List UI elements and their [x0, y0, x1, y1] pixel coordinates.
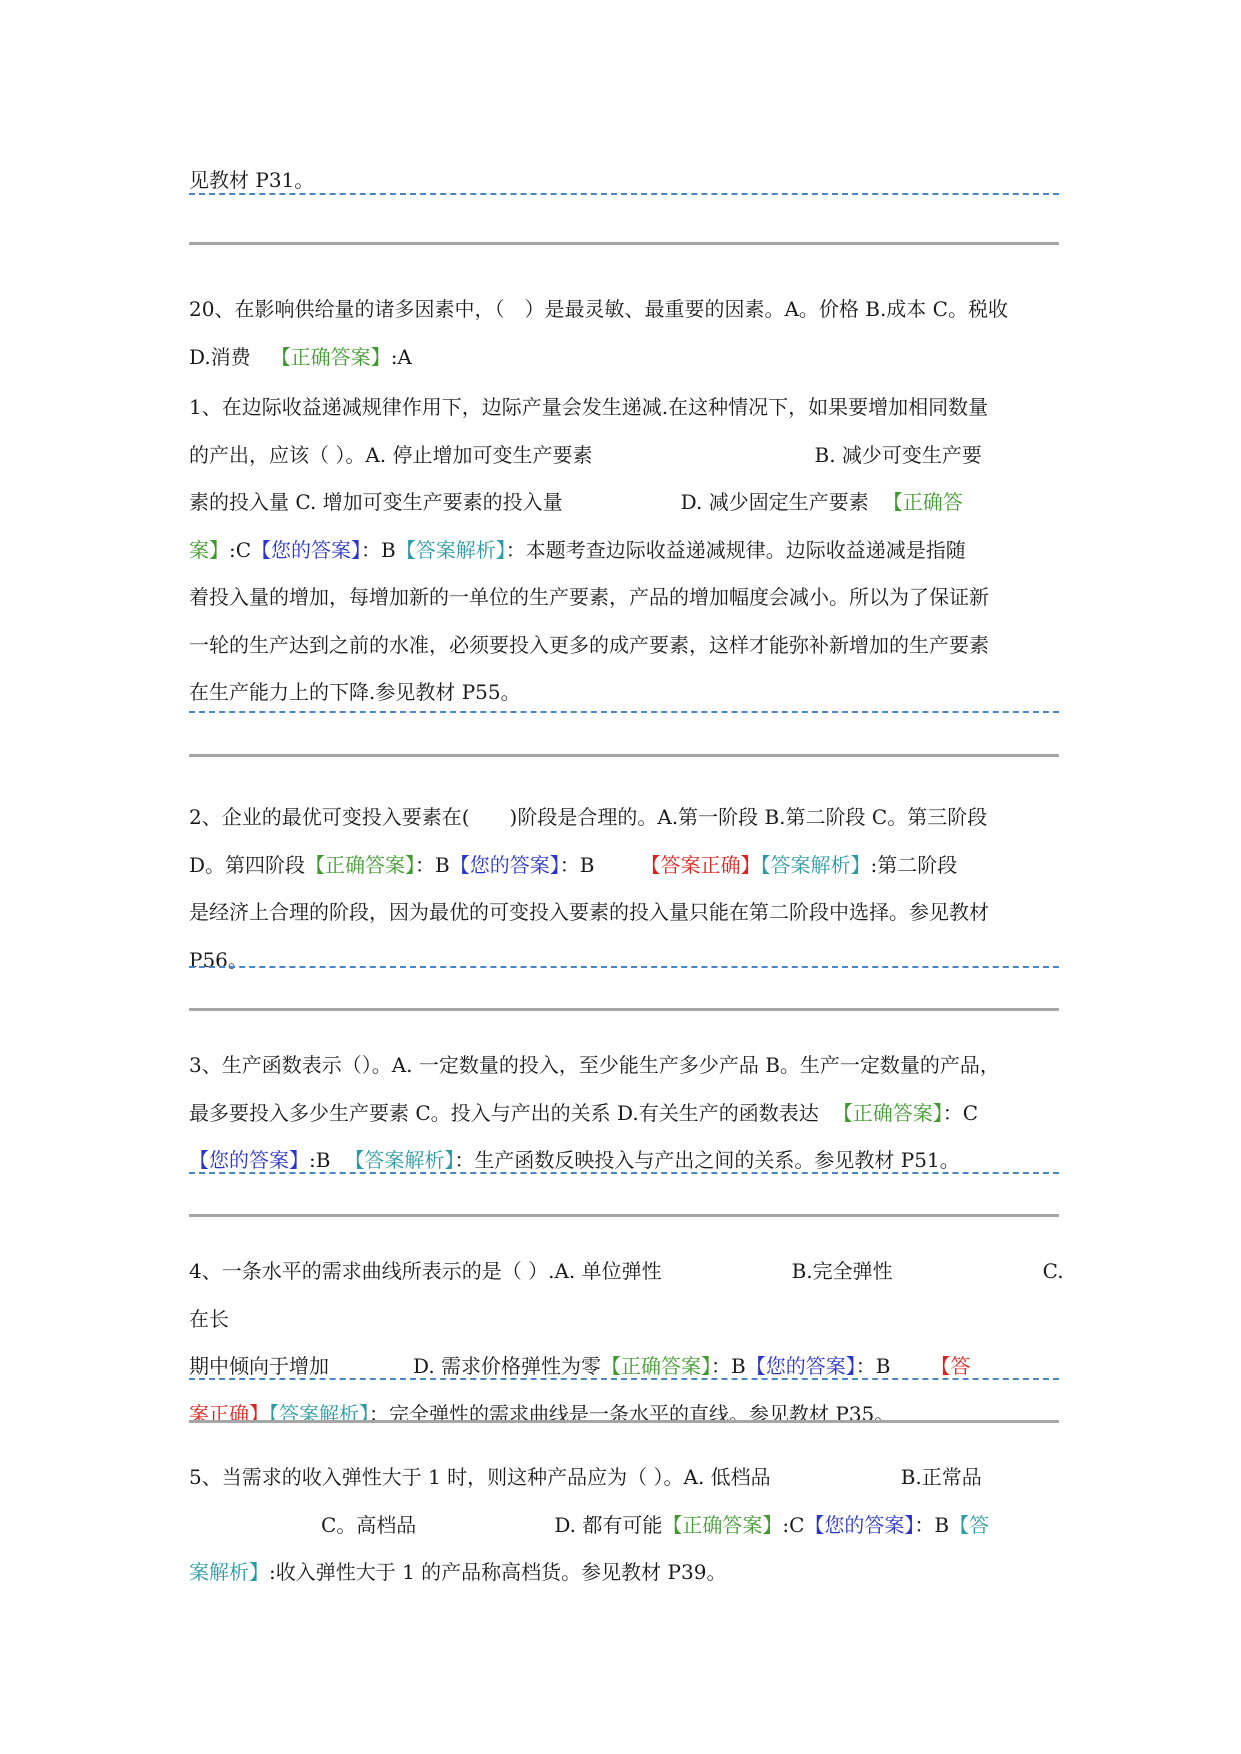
- analysis-label: 【答案解析】: [395, 537, 506, 562]
- correct-answer-label-cont: 案】: [189, 537, 229, 562]
- solid-separator: [189, 1008, 1059, 1011]
- question-stem: 20、在影响供给量的诸多因素中，（ ）是最灵敏、最重要的因素。A。价格 B.成本 C。税收: [189, 297, 1008, 321]
- question-1: [189, 384, 1069, 717]
- option-c: 素的投入量 C. 增加可变生产要素的投入量: [189, 490, 563, 514]
- analysis-text-3: 一轮的生产达到之前的水准，必须要投入更多的成产要素，这样才能弥补新增加的生产要素: [189, 632, 989, 657]
- prev-question-tail: 见教材 P31。: [189, 168, 315, 192]
- answer-correct-label-cont: 案正确】: [189, 1401, 269, 1426]
- option-b: B.正常品: [900, 1465, 982, 1489]
- correct-answer-value: :A: [390, 344, 412, 369]
- question-stem-line2: 最多要投入多少生产要素 C。投入与产出的关系 D.有关生产的函数表达: [189, 1100, 819, 1125]
- question-20: [189, 286, 1069, 381]
- question-stem-line1: 3、生产函数表示（）。A. 一定数量的投入，至少能生产多少产品 B。生产一定数量的产品，: [189, 1053, 1000, 1077]
- analysis-text-2: 是经济上合理的阶段，因为最优的可变投入要素的投入量只能在第二阶段中选择。参见教材: [189, 900, 989, 924]
- your-answer-value: ：B: [559, 852, 595, 877]
- your-answer-label: 【您的答案】: [189, 1148, 309, 1172]
- question-stem-line1: 1、在边际收益递减规律作用下，边际产量会发生递减.在这种情况下，如果要增加相同数量: [189, 395, 989, 419]
- correct-answer-label: 【正确答案】: [601, 1354, 712, 1378]
- question-stem: 4、一条水平的需求曲线所表示的是（ ）.A. 单位弹性: [189, 1259, 662, 1283]
- analysis-text: ：生产函数反映投入与产出之间的关系。参见教材 P51。: [454, 1148, 960, 1172]
- your-answer-label: 【您的答案】: [745, 1354, 856, 1378]
- question-4: [189, 1248, 1069, 1438]
- option-c-cont: 期中倾向于增加: [189, 1354, 329, 1378]
- analysis-label: 【答案解析】: [760, 852, 871, 877]
- option-d: D.消费: [189, 344, 251, 369]
- analysis-label-cont: 案解析】: [189, 1560, 269, 1584]
- question-text: [189, 794, 1069, 984]
- analysis-text-3: P56。: [189, 947, 248, 972]
- dashed-separator: [189, 193, 1059, 195]
- solid-separator: [189, 242, 1059, 245]
- option-d: D。第四阶段: [189, 852, 306, 877]
- question-stem: 5、当需求的收入弹性大于 1 时，则这种产品应为（ ）。A. 低档品: [189, 1465, 771, 1489]
- analysis-text: :收入弹性大于 1 的产品称高档货。参见教材 P39。: [269, 1560, 727, 1584]
- correct-answer-label: 【正确答: [882, 490, 963, 514]
- analysis-label: 【答: [949, 1512, 990, 1537]
- question-2: [189, 794, 1069, 984]
- option-d: D. 减少固定生产要素: [680, 490, 869, 514]
- correct-answer-label: 【正确答案】: [305, 852, 416, 877]
- dashed-separator: [189, 711, 1059, 713]
- question-stem: 2、企业的最优可变投入要素在( )阶段是合理的。A.第一阶段 B.第二阶段 C。第三阶段: [189, 805, 988, 829]
- correct-answer-value: :C: [229, 537, 252, 562]
- your-answer-value: ：B: [361, 537, 396, 562]
- solid-separator: [189, 1214, 1059, 1217]
- option-b: B. 减少可变生产要: [814, 442, 982, 467]
- question-text: [189, 384, 1069, 717]
- correct-answer-label: 【正确答案】: [662, 1512, 783, 1537]
- question-3: [189, 1042, 1069, 1185]
- dashed-separator: [189, 1172, 1059, 1174]
- option-c: C。高档品: [321, 1512, 417, 1537]
- analysis-text-4: 在生产能力上的下降.参见教材 P55。: [189, 680, 521, 704]
- analysis-text-1: :第二阶段: [870, 852, 958, 877]
- option-c: C.在长: [189, 1259, 1064, 1331]
- question-text: [189, 1248, 1069, 1438]
- correct-answer-value: ：B: [415, 852, 450, 877]
- your-answer-value: :B: [309, 1148, 331, 1172]
- prev-question-fragment: [189, 168, 1059, 192]
- question-text: [189, 1042, 1069, 1185]
- analysis-text-1: ：本题考查边际收益递减规律。边际收益递减是指随: [505, 537, 966, 562]
- option-b: B.完全弹性: [791, 1259, 893, 1283]
- correct-answer-label: 【正确答案】: [832, 1100, 943, 1125]
- analysis-text: ：完全弹性的需求曲线是一条水平的直线。参见教材 P35。: [369, 1401, 895, 1426]
- answer-correct-label: 【答案正确】: [640, 852, 761, 877]
- your-answer-label: 【您的答案】: [251, 537, 362, 562]
- dashed-separator: [189, 1378, 1059, 1380]
- dashed-separator: [189, 966, 1059, 968]
- your-answer-value: ：B: [855, 1354, 891, 1378]
- correct-answer-label: 【正确答案】: [270, 344, 391, 369]
- answer-correct-label: 【答: [930, 1354, 971, 1378]
- question-5: [189, 1454, 1069, 1597]
- question-text: [189, 286, 1069, 381]
- solid-separator: [189, 754, 1059, 757]
- analysis-label: 【答案解析】: [269, 1401, 369, 1426]
- question-text: [189, 1454, 1069, 1597]
- solid-separator: [189, 1420, 1059, 1423]
- your-answer-value: ：B: [914, 1512, 950, 1537]
- analysis-label: 【答案解析】: [344, 1148, 455, 1172]
- analysis-text-2: 着投入量的增加，每增加新的一单位的生产要素，产品的增加幅度会减小。所以为了保证新: [189, 585, 989, 609]
- option-d: D. 需求价格弹性为零: [413, 1354, 602, 1378]
- your-answer-label: 【您的答案】: [449, 852, 560, 877]
- question-stem-line2: 的产出，应该（ ）。A. 停止增加可变生产要素: [189, 442, 593, 467]
- correct-answer-value: :C: [782, 1512, 805, 1537]
- correct-answer-value: ：C: [942, 1100, 979, 1125]
- correct-answer-value: ：B: [711, 1354, 746, 1378]
- option-d: D. 都有可能: [554, 1512, 663, 1537]
- your-answer-label: 【您的答案】: [804, 1512, 915, 1537]
